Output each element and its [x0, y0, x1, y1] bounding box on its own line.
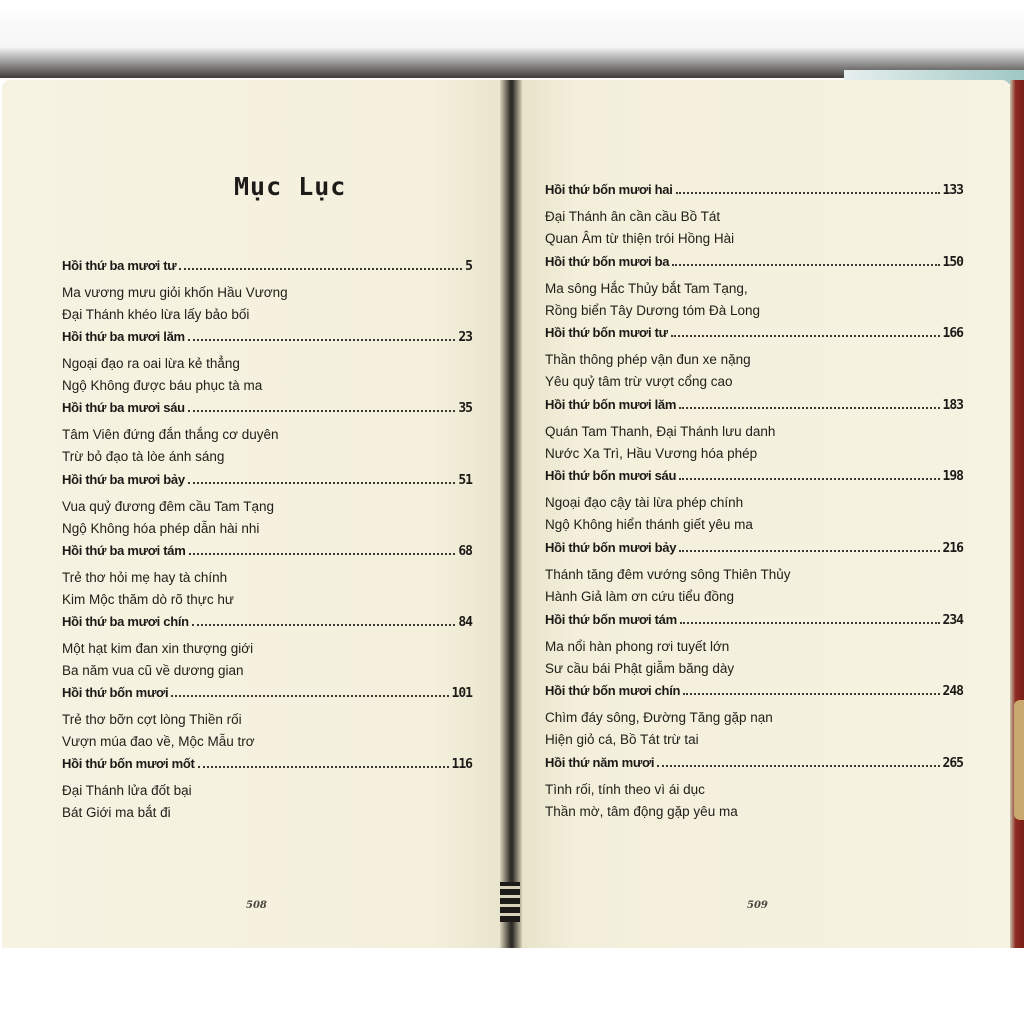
chapter-page-number: 166	[942, 326, 963, 342]
chapter-summary-line: Trẻ thơ hỏi mẹ hay tà chính	[62, 569, 228, 585]
chapter-summary-line: Một hạt kim đan xin thượng giới	[62, 641, 254, 656]
chapter-page-number: 84	[458, 615, 472, 630]
chapter-summary-line: Hành Giả làm ơn cứu tiểu đồng	[545, 589, 734, 604]
toc-entry	[545, 683, 963, 751]
chapter-summary-line: Đại Thánh khéo lừa lấy bảo bối	[62, 307, 250, 322]
chapter-title: Hồi thứ bốn mươi lăm	[545, 396, 677, 412]
chapter-page-number: 23	[458, 330, 472, 346]
chapter-page-number: 198	[942, 469, 963, 485]
chapter-heading	[62, 400, 472, 420]
dot-leader	[671, 335, 940, 337]
toc-entry	[545, 397, 963, 465]
toc-entry	[545, 468, 963, 536]
chapter-title: Hồi thứ bốn mươi ba	[545, 253, 670, 269]
chapter-summary-line: Rồng biển Tây Dương tóm Đà Long	[545, 302, 761, 318]
toc-entry	[545, 612, 963, 680]
chapter-summary-line: Chìm đáy sông, Đường Tăng gặp nạn	[545, 710, 773, 726]
chapter-summary-line: Thánh tăng đêm vướng sông Thiên Thủy	[545, 567, 791, 582]
chapter-summary-line: Nước Xa Trì, Hầu Vương hóa phép	[545, 445, 758, 461]
dot-leader	[188, 410, 456, 412]
chapter-summary-line: Sư cầu bái Phật giẫm băng dày	[545, 660, 735, 676]
chapter-summary-line: Hiện giỏ cá, Bồ Tát trừ tai	[545, 732, 699, 748]
chapter-summary-line: Quán Tam Thanh, Đại Thánh lưu danh	[545, 423, 776, 439]
chapter-summary-line: Đại Thánh lửa đốt bại	[62, 783, 192, 799]
chapter-title: Hồi thứ ba mươi tám	[62, 542, 186, 558]
chapter-heading	[545, 755, 963, 775]
toc-entry	[62, 756, 472, 824]
chapter-summary-line: Đại Thánh ân cần cầu Bồ Tát	[545, 209, 721, 224]
chapter-heading	[545, 683, 963, 703]
chapter-heading	[62, 543, 472, 563]
chapter-summary-line: Ngoại đạo ra oai lừa kẻ thẳng	[62, 356, 240, 372]
chapter-title: Hồi thứ năm mươi	[545, 754, 655, 770]
toc-entry	[545, 325, 963, 393]
toc-entry	[62, 329, 472, 397]
right-page-number: 509	[747, 900, 768, 911]
chapter-title: Hồi thứ ba mươi tư	[62, 258, 177, 273]
dot-leader	[188, 482, 456, 484]
dot-leader	[679, 407, 939, 409]
chapter-summary-line: Ma vương mưu giỏi khốn Hầu Vương	[62, 285, 288, 300]
chapter-title: Hồi thứ bốn mươi chín	[545, 683, 681, 699]
chapter-summary-line: Ngộ Không hiển thánh giết yêu ma	[545, 517, 753, 533]
chapter-heading	[545, 397, 963, 417]
dot-leader	[680, 622, 940, 624]
chapter-page-number: 183	[942, 397, 963, 413]
chapter-title: Hồi thứ bốn mươi tư	[545, 325, 668, 341]
chapter-summary-line: Thần mờ, tâm động gặp yêu ma	[545, 803, 738, 819]
dot-leader	[192, 624, 456, 626]
toc-entry	[62, 614, 472, 682]
toc-entry	[62, 472, 472, 540]
chapter-heading	[62, 329, 472, 349]
toc-entry	[62, 400, 472, 468]
dot-leader	[679, 478, 939, 480]
toc-entry	[545, 540, 963, 608]
chapter-title: Hồi thứ bốn mươi mốt	[62, 756, 195, 772]
chapter-heading	[62, 685, 472, 705]
toc-entry	[545, 182, 963, 250]
dot-leader	[198, 766, 449, 768]
dot-leader	[189, 553, 456, 555]
chapter-heading	[545, 612, 963, 632]
toc-entry	[545, 755, 963, 823]
chapter-page-number: 265	[942, 755, 963, 771]
chapter-summary-line: Tâm Viên đứng đắn thắng cơ duyên	[62, 427, 279, 443]
chapter-title: Hồi thứ ba mươi chín	[62, 614, 189, 629]
chapter-heading	[545, 254, 963, 274]
chapter-title: Hồi thứ bốn mươi	[62, 685, 169, 701]
chapter-summary-line: Yêu quỷ tâm trừ vượt cổng cao	[545, 374, 733, 390]
chapter-summary-line: Ma sông Hắc Thủy bắt Tam Tạng,	[545, 280, 748, 296]
chapter-heading	[62, 756, 472, 776]
dot-leader	[171, 695, 448, 697]
cover-notch	[1014, 700, 1024, 820]
spine-binding	[500, 882, 520, 922]
chapter-heading	[545, 325, 963, 345]
chapter-heading	[545, 540, 963, 560]
chapter-title: Hồi thứ bốn mươi sáu	[545, 468, 677, 484]
toc-entry	[545, 254, 963, 322]
toc-entry	[62, 685, 472, 753]
toc-entry	[62, 258, 472, 326]
page-title: Mục Lục	[234, 172, 347, 201]
dot-leader	[683, 693, 939, 695]
chapter-title: Hồi thứ ba mươi bảy	[62, 471, 185, 487]
chapter-summary-line: Ba năm vua cũ về dương gian	[62, 663, 244, 678]
chapter-page-number: 133	[942, 183, 963, 198]
chapter-page-number: 234	[942, 612, 963, 628]
chapter-page-number: 5	[465, 259, 472, 274]
chapter-heading	[545, 182, 963, 202]
chapter-heading	[62, 258, 472, 278]
dot-leader	[672, 264, 939, 266]
chapter-page-number: 101	[451, 686, 472, 702]
toc-entry	[62, 543, 472, 611]
chapter-summary-line: Vượn múa đao về, Mộc Mẫu trơ	[62, 734, 255, 750]
chapter-page-number: 248	[942, 684, 963, 700]
left-page-number: 508	[246, 900, 267, 911]
chapter-summary-line: Trừ bỏ đạo tà lòe ánh sáng	[62, 449, 225, 465]
dot-leader	[657, 765, 939, 767]
chapter-summary-line: Quan Âm từ thiện trói Hồng Hài	[545, 231, 735, 246]
book-cover-edge	[1010, 80, 1024, 948]
chapter-page-number: 68	[458, 543, 472, 559]
chapter-title: Hồi thứ bốn mươi tám	[545, 611, 677, 627]
chapter-summary-line: Vua quỷ đương đêm cầu Tam Tạng	[62, 498, 275, 514]
chapter-page-number: 150	[942, 254, 963, 270]
chapter-page-number: 51	[458, 472, 472, 488]
chapter-page-number: 116	[451, 757, 472, 773]
dot-leader	[676, 192, 940, 194]
chapter-summary-line: Kim Mộc thăm dò rõ thực hư	[62, 591, 234, 607]
chapter-summary-line: Ngộ Không được báu phục tà ma	[62, 378, 263, 394]
book-gutter	[500, 80, 522, 948]
chapter-title: Hồi thứ ba mươi lăm	[62, 329, 185, 345]
chapter-summary-line: Tình rối, tính theo vì ái dục	[545, 781, 705, 797]
background-surface	[0, 0, 1024, 78]
chapter-summary-line: Ngộ Không hóa phép dẫn hài nhi	[62, 520, 260, 536]
dot-leader	[679, 550, 939, 552]
chapter-summary-line: Bát Giới ma bắt đi	[62, 805, 171, 821]
chapter-summary-line: Ma nổi hàn phong rơi tuyết lớn	[545, 638, 730, 654]
chapter-page-number: 35	[458, 401, 472, 417]
chapter-heading	[545, 468, 963, 488]
dot-leader	[179, 268, 462, 270]
chapter-title: Hồi thứ bốn mươi hai	[545, 182, 673, 197]
background-surface-bottom	[0, 948, 1024, 1024]
chapter-title: Hồi thứ ba mươi sáu	[62, 400, 185, 416]
chapter-page-number: 216	[942, 541, 963, 556]
chapter-title: Hồi thứ bốn mươi bảy	[545, 540, 677, 555]
chapter-heading	[62, 614, 472, 634]
dot-leader	[188, 339, 456, 341]
chapter-heading	[62, 472, 472, 492]
chapter-summary-line: Thần thông phép vận đun xe nặng	[545, 352, 751, 368]
chapter-summary-line: Trẻ thơ bỡn cợt lòng Thiền rối	[62, 712, 242, 728]
chapter-summary-line: Ngoại đạo cậy tài lừa phép chính	[545, 495, 744, 511]
